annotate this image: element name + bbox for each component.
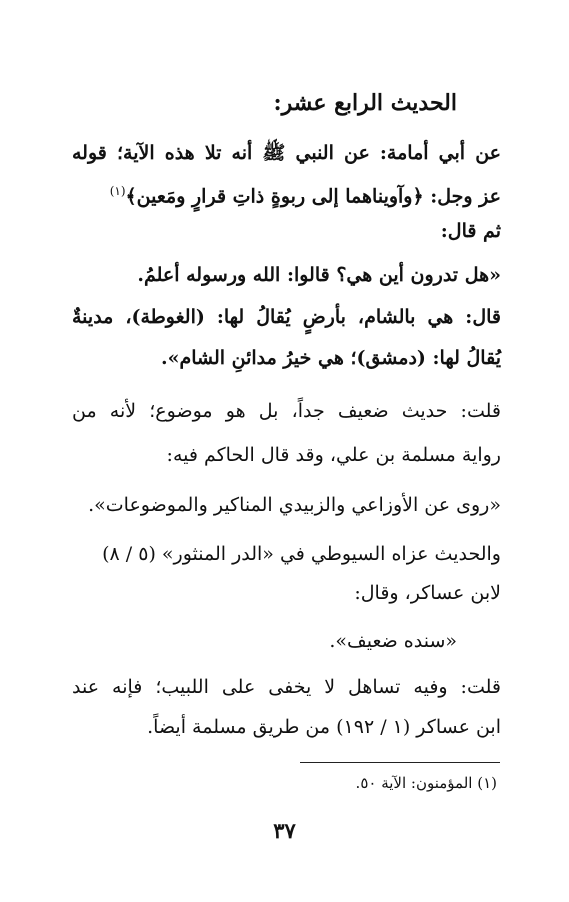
page-number: ٣٧ (273, 818, 296, 843)
hadith-heading: الحديث الرابع عشر: (273, 90, 457, 116)
footnote-divider (300, 762, 500, 763)
hadith-verse: عز وجل: ﴿وآويناهما إلى ربوةٍ ذاتِ قرارٍ ومَعين﴾ (125, 185, 501, 208)
commentary2-line-2: ابن عساكر (١ / ١٩٢) من طريق مسلمة أيضاً. (147, 716, 501, 738)
hadith-text-line-1: عن أبي أمامة: عن النبي ﷺ أنه تلا هذه الآية؛ قوله (72, 142, 501, 164)
hadith-quote-line-3: يُقالُ لها: (دمشق)؛ هي خيرُ مدائنِ الشام». (160, 347, 501, 369)
isnad-quote: «سنده ضعيف». (329, 630, 457, 652)
commentary2-line-1: قلت: وفيه تساهل لا يخفى على اللبيب؛ فإنه عند (72, 676, 501, 698)
suyuti-line-2: لابن عساكر، وقال: (354, 582, 501, 604)
footnote-marker: (١) (109, 184, 126, 198)
footnote: (١) المؤمنون: الآية ٥٠. (355, 774, 497, 792)
hadith-text-line-2 (72, 178, 501, 209)
hadith-quote-line-2: قال: هي بالشام، بأرضٍ يُقالُ لها: (الغوطة)، مدينةٌ (72, 306, 501, 328)
commentary-line-1: قلت: حديث ضعيف جداً، بل هو موضوع؛ لأنه من (72, 400, 501, 422)
hadith-quote-line-1: «هل تدرون أين هي؟ قالوا: الله ورسوله أعلمُ. (137, 264, 501, 286)
hadith-text-line-3: ثم قال: (440, 220, 501, 242)
suyuti-line-1: والحديث عزاه السيوطي في «الدر المنثور» (٥ / ٨) (102, 543, 501, 565)
commentary-line-2: رواية مسلمة بن علي، وقد قال الحاكم فيه: (166, 444, 501, 466)
hakim-quote: «روى عن الأوزاعي والزبيدي المناكير والموضوعات». (88, 494, 501, 516)
